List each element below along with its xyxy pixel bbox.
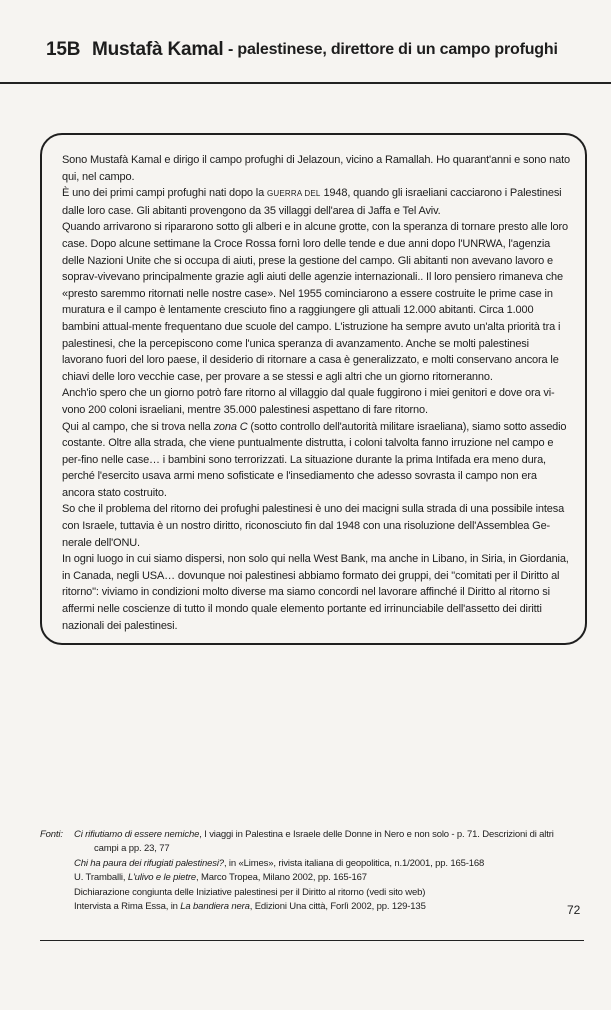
section-number: 15B <box>46 39 81 60</box>
testimony-paragraph: Sono Mustafà Kamal e dirigo il campo profughi di Jelazoun, vicino a Ramallah. Ho quarant'anni e sono nato qui, nel campo. <box>62 154 570 183</box>
testimony-paragraph: So che il problema del ritorno dei profughi palestinesi è uno dei macigni sulla strada di una possibile intesa con Israele, tuttavia è un nostro diritto, riconosciuto fin dal 1948 con una risoluzione dell'Assemblea Ge-nerale dell'ONU. <box>62 503 565 549</box>
page-header <box>0 30 611 84</box>
sources-list <box>74 828 588 914</box>
testimony-paragraph: In ogni luogo in cui siamo dispersi, non solo qui nella West Bank, ma anche in Libano, in Siria, in Giordania, in Canada, negli USA… dovunque noi palestinesi abbiamo formato dei gruppi, dei "comitati per il Diritto al ritorno": viviamo in condizioni molto diverse ma siamo concordi nel lavorare affinché il Diritto al ritorno si affermi nelle coscienze di tutto il mondo quale elemento portante ed irrinunciabile dell'assetto dei diritti nazionali dei palestinesi. <box>62 553 569 632</box>
testimony-text <box>62 152 572 634</box>
source-item: U. Tramballi, L'ulivo e le pietre, Marco Tropea, Milano 2002, pp. 165-167 <box>74 872 367 884</box>
sources-section <box>40 828 588 914</box>
war-smallcaps: GUERRA DEL <box>266 189 321 199</box>
source-item-continuation: campi a pp. 23, 77 <box>94 843 170 855</box>
person-name: Mustafà Kamal <box>92 39 224 60</box>
source-item: Ci rifiutiamo di essere nemiche, I viaggi in Palestina e Israele delle Donne in Nero e non solo - p. 71. Descrizioni di altri <box>74 829 554 840</box>
testimony-paragraph: È uno dei primi campi profughi nati dopo la GUERRA DEL 1948, quando gli israeliani cacciarono i Palestinesi dalle loro case. Gli abitanti provengono da 35 villaggi dell'area di Jaffa e Tel Aviv. <box>62 187 562 217</box>
testimony-paragraph: Qui al campo, che si trova nella zona C (sotto controllo dell'autorità militare israeliana), siamo sotto assedio costante. Oltre alla strada, che viene puntualmente distrutta, i coloni talvolta fanno irruzione nel campo e per-fino nelle case… i bambini sono terrorizzati. La situazione durante la prima Intifada era meno dura, perché l'esercito usava armi meno sofisticate e l'insediamento che adesso sovrasta il campo non era ancora stato costruito. <box>62 420 567 499</box>
source-item: Intervista a Rima Essa, in La bandiera nera, Edizioni Una città, Forlì 2002, pp. 129-135 <box>74 901 426 913</box>
person-description: - palestinese, direttore di un campo profughi <box>228 41 558 58</box>
page-number: 72 <box>567 903 581 917</box>
source-item: Dichiarazione congiunta delle Iniziative palestinesi per il Diritto al ritorno (vedi sito web) <box>74 886 426 898</box>
bottom-divider <box>40 940 584 941</box>
sources-label: Fonti: <box>40 829 63 840</box>
testimony-paragraph: Quando arrivarono si ripararono sotto gli alberi e in alcune grotte, con la speranza di tornare presto alle loro case. Dopo alcune settimane la Croce Rossa fornì loro delle tende e due anni dopo l'UNRWA, l'agenzia delle Nazioni Unite che si occupa di aiuti, prese la gestione del campo. Gli abitanti non avevano lavoro e soprav-vivevano principalmente grazie agli aiuti delle agenzie internazionali.. Il loro pensiero rimaneva che «presto saremmo ritornati nelle nostre case». Nel 1955 cominciarono a essere costruite le prime case in muratura e il campo è lentamente cresciuto fino a raggiungere gli attuali 12.000 abitanti. Circa 1.000 bambini attual-mente frequentano due scuole del campo. L'istruzione ha sempre avuto un'alta priorità tra i palestinesi, che la percepiscono come l'unica speranza di avanzamento. Anche se molti palestinesi lavorano fuori del loro paese, il desiderio di ritornare a casa è generalizzato, e molti conservano ancora le chiavi delle loro vecchie case, per provare a se stessi e agli altri che un giorno ritorneranno. <box>62 221 568 383</box>
testimony-paragraph: Anch'io spero che un giorno potrò fare ritorno al villaggio dal quale fuggirono i miei genitori e dove ora vi-vono 200 coloni israeliani, mentre 35.000 palestinesi aspettano di fare ritorno. <box>62 387 555 416</box>
source-item: Chi ha paura dei rifugiati palestinesi?, in «Limes», rivista italiana di geopolitica, n.1/2001, pp. 165-168 <box>74 857 485 869</box>
testimony-box <box>40 133 587 645</box>
zone-c-italic: zona C <box>213 420 248 433</box>
